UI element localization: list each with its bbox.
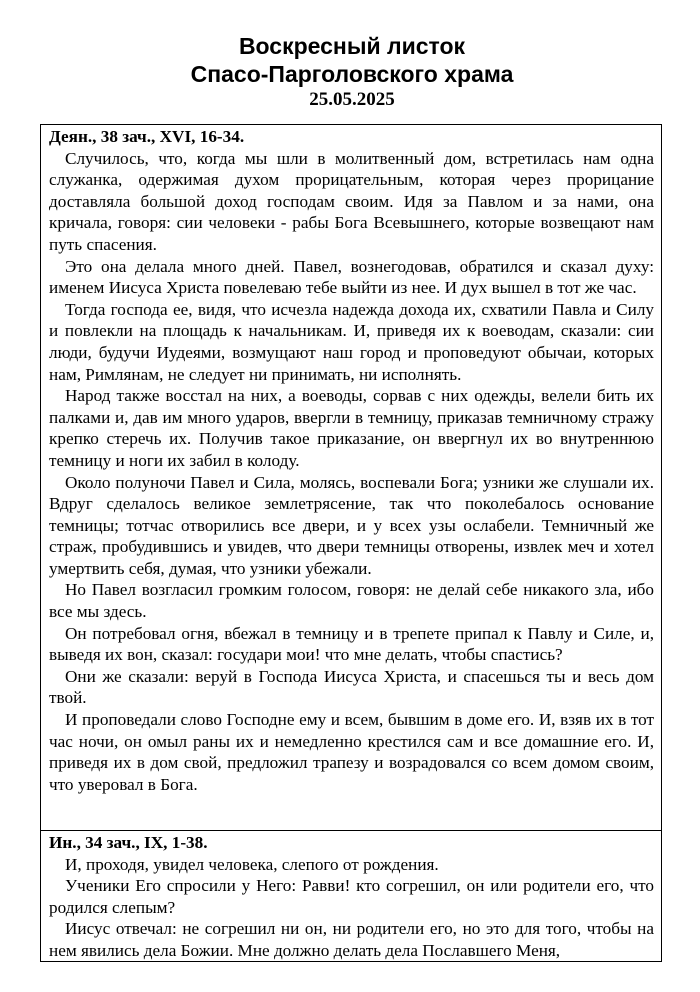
issue-date: 25.05.2025 <box>309 89 395 110</box>
paragraph: Ученики Его спросили у Него: Равви! кто согрешил, он или родители его, что родился слепым? <box>49 876 654 917</box>
paragraph: И проповедали слово Господне ему и всем, бывшим в доме его. И, взяв их в тот час ночи, он омыл раны их и немедленно крестился сам и все домашние его. И, приведя их в дом свой, предложил трапезу и возрадовался со всем домом своим, что уверовал в Бога. <box>49 710 654 794</box>
paragraph: Это она делала много дней. Павел, вознегодовав, обратился и сказал духу: именем Иисуса Христа повелеваю тебе выйти из нее. И дух вышел в тот же час. <box>49 256 654 298</box>
reading-reference: Ин., 34 зач., IX, 1-38. <box>49 833 208 852</box>
paragraph: Тогда господа ее, видя, что исчезла надежда дохода их, схватили Павла и Силу и повлекли на площадь к начальникам. И, приведя их к воеводам, сказали: сии люди, будучи Иудеями, возмущают наш город и проповедуют обычаи, которых нам, Римлянам, не следует ни принимать, ни исполнять. <box>49 299 654 384</box>
paragraph: И, проходя, увидел человека, слепого от рождения. <box>65 854 439 874</box>
gospel-reading-box <box>40 831 662 962</box>
page-header <box>0 32 700 111</box>
epistle-reading-box <box>40 124 662 831</box>
title-line-2: Спасо-Парголовского храма <box>190 61 514 87</box>
paragraph: Но Павел возгласил громким голосом, говоря: не делай себе никакого зла, ибо все мы здесь. <box>49 580 654 622</box>
paragraph: Он потребовал огня, вбежал в темницу и в трепете припал к Павлу и Силе, и, выведя их вон, сказал: государи мои! что мне делать, чтобы спастись? <box>49 623 654 665</box>
paragraph: Народ также восстал на них, а воеводы, сорвав с них одежды, велели бить их палками и, дав им много ударов, ввергли в темницу, приказав темничному стражу крепко стеречь их. Получив такое приказание, он ввергнул их во внутреннюю темницу и ноги их забил в колоду. <box>49 386 654 470</box>
reading-reference: Деян., 38 зач., XVI, 16-34. <box>49 127 245 146</box>
paragraph: Случилось, что, когда мы шли в молитвенный дом, встретилась нам одна служанка, одержимая духом прорицательным, которая через прорицание доставляла большой доход господам своим. Идя за Павлом и за нами, она кричала, говоря: сии человеки - рабы Бога Всевышнего, которые возвещают нам путь спасения. <box>49 148 654 254</box>
paragraph: Около полуночи Павел и Сила, молясь, воспевали Бога; узники же слушали их. Вдруг сделалось великое землетрясение, так что поколебалось основание темницы; тотчас отворились все двери, и у всех узы ослабели. Темничный же страж, пробудившись и увидев, что двери темницы отворены, извлек меч и хотел умертвить себя, думая, что узники убежали. <box>49 472 654 578</box>
title-line-1: Воскресный листок <box>238 33 466 59</box>
paragraph: Они же сказали: веруй в Господа Иисуса Христа, и спасешься ты и весь дом твой. <box>49 666 654 708</box>
paragraph: Иисус отвечал: не согрешил ни он, ни родители его, но это для того, чтобы на нем явились дела Божии. Мне должно делать дела Пославшего Меня, <box>49 919 654 960</box>
